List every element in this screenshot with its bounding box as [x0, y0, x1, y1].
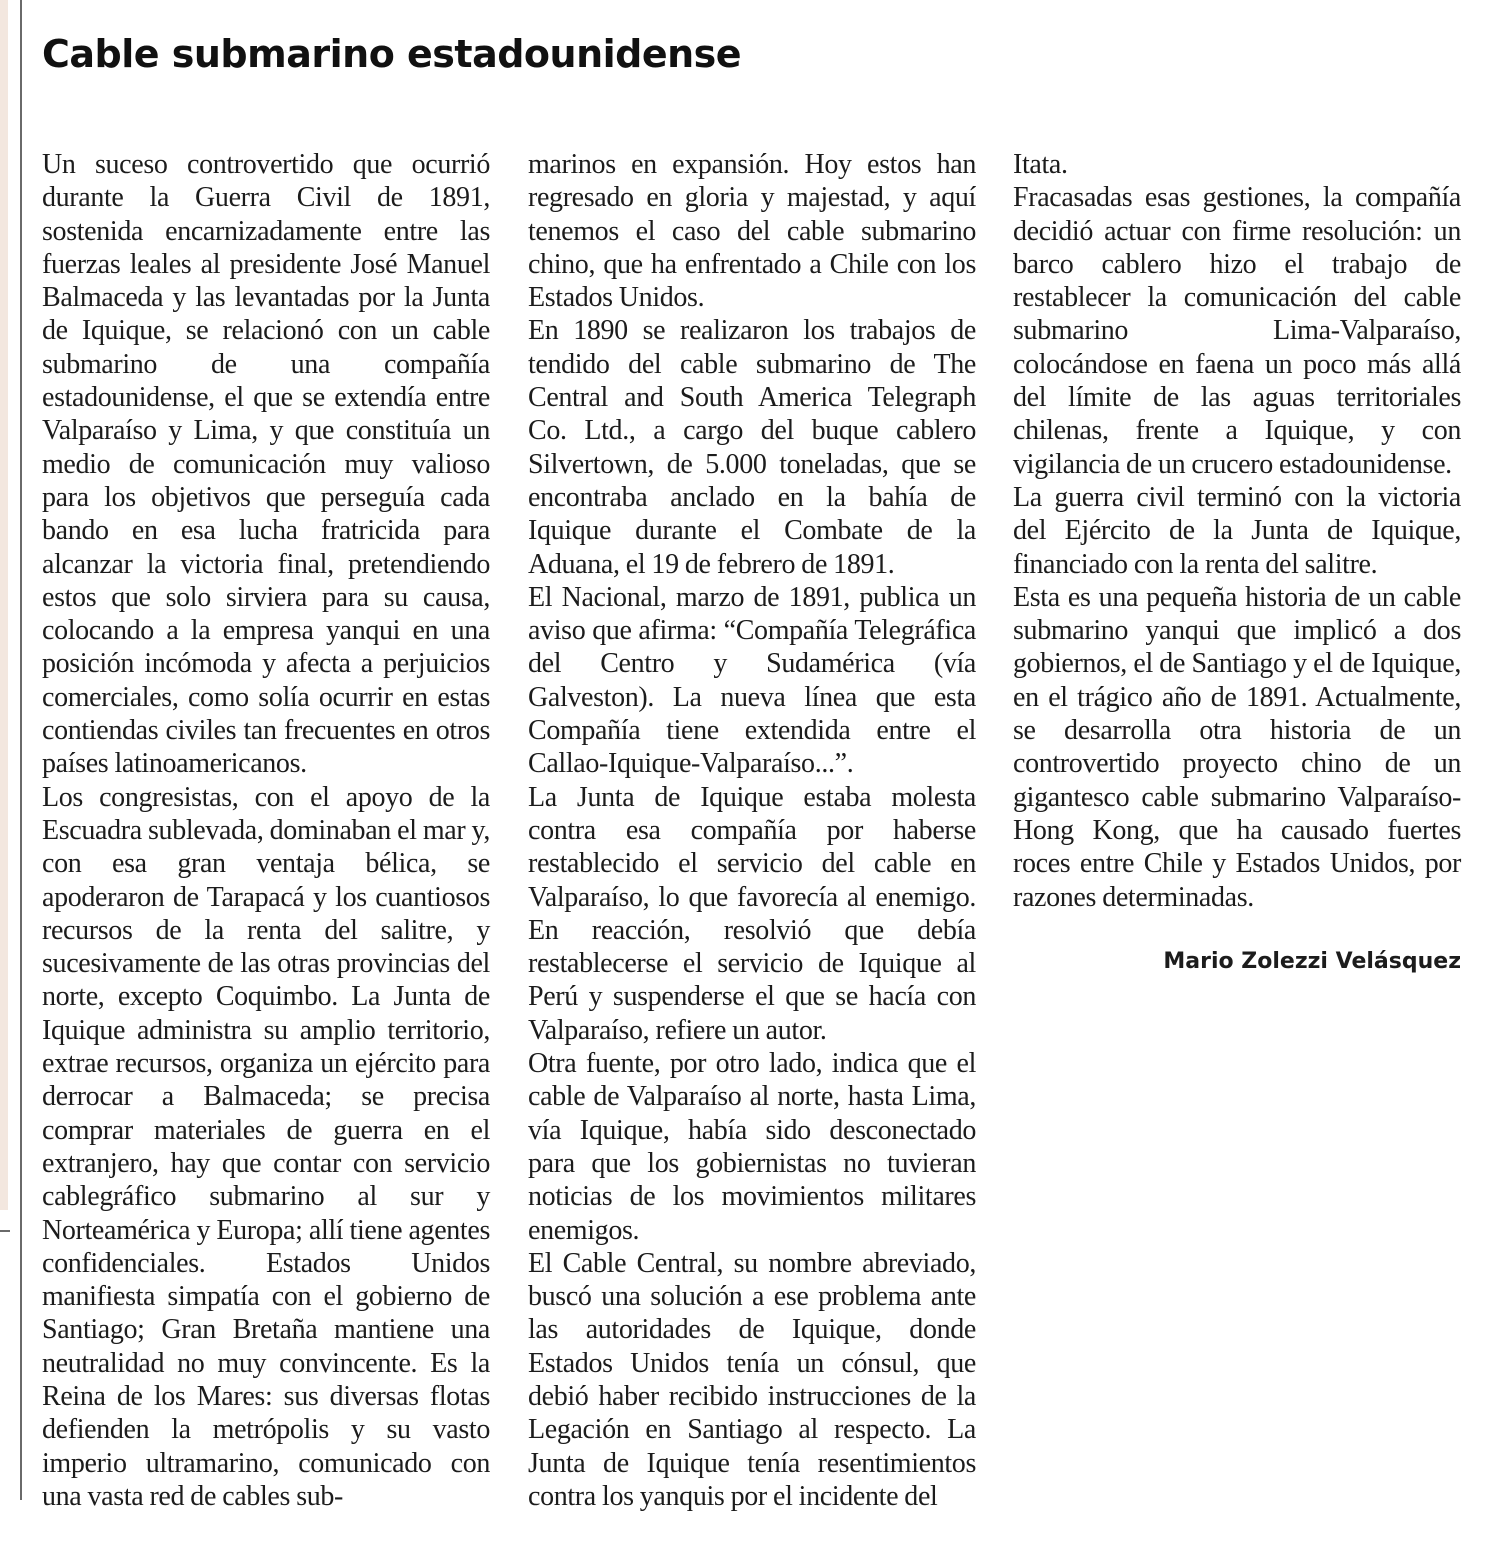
column-rule	[20, 0, 22, 1500]
paragraph: Un suceso controvertido que ocurrió durante la Guerra Civil de 1891, sostenida encarnizadamente entre las fuerzas leales al presidente José Manuel Balmaceda y las levantadas por la Junta de Iquique, se relacionó con un cable submarino de una compañía estadounidense, el que se extendía entre Valparaíso y Lima, y que constituía un medio de comunicación muy valioso para los objetivos que perseguía cada bando en esa lucha fratricida para alcanzar la victoria final, pretendiendo estos que solo sirviera para su causa, colocando a la empresa yanqui en una posición incómoda y afecta a perjuicios comerciales, como solía ocurrir en estas contiendas civiles tan frecuentes en otros países latinoamericanos.	[42, 149, 490, 780]
article-column-3	[1013, 148, 1461, 914]
paragraph: marinos en expansión. Hoy estos han regresado en gloria y majestad, y aquí tenemos el caso del cable submarino chino, que ha enfrentado a Chile con los Estados Unidos.	[528, 149, 976, 314]
paragraph: El Cable Central, su nombre abreviado, buscó una solución a ese problema ante las autoridades de Iquique, donde Estados Unidos tenía un cónsul, que debió haber recibido instrucciones de la Legación en Santiago al respecto. La Junta de Iquique tenía resentimientos contra los yanquis por el incidente del	[528, 1247, 976, 1512]
author-signature: Mario Zolezzi Velásquez	[1163, 949, 1461, 974]
paragraph: Itata.	[1013, 149, 1068, 180]
rule-tick	[0, 1230, 10, 1232]
paragraph: Fracasadas esas gestiones, la compañía decidió actuar con firme resolución: un barco cablero hizo el trabajo de restablecer la comunicación del cable submarino Lima-Valparaíso, colocándose en faena un poco más allá del límite de las aguas territoriales chilenas, frente a Iquique, y con vigilancia de un crucero estadounidense.	[1013, 182, 1461, 480]
paragraph: El Nacional, marzo de 1891, publica un aviso que afirma: “Compañía Telegráfica del Centro y Sudamérica (vía Galveston). La nueva línea que esta Compañía tiene extendida entre el Callao-Iquique-Valparaíso...”.	[528, 581, 976, 780]
paragraph: La Junta de Iquique estaba molesta contra esa compañía por haberse restablecido el servicio del cable en Valparaíso, lo que favorecía al enemigo. En reacción, resolvió que debía restablecerse el servicio de Iquique al Perú y suspenderse el que se hacía con Valparaíso, refiere un autor.	[528, 781, 976, 1046]
paragraph: En 1890 se realizaron los trabajos de tendido del cable submarino de The Central and South America Telegraph Co. Ltd., a cargo del buque cablero Silvertown, de 5.000 toneladas, que se encontraba anclado en la bahía de Iquique durante el Combate de la Aduana, el 19 de febrero de 1891.	[528, 315, 976, 580]
article-column-1	[42, 148, 490, 1513]
paragraph: La guerra civil terminó con la victoria del Ejército de la Junta de Iquique, financiado con la renta del salitre.	[1013, 481, 1461, 580]
article-column-2	[528, 148, 976, 1513]
paragraph: Otra fuente, por otro lado, indica que el cable de Valparaíso al norte, hasta Lima, vía Iquique, había sido desconectado para que los gobiernistas no tuvieran noticias de los movimientos militares enemigos.	[528, 1048, 976, 1246]
paragraph: Los congresistas, con el apoyo de la Escuadra sublevada, dominaban el mar y, con esa gran ventaja bélica, se apoderaron de Tarapacá y los cuantiosos recursos de la renta del salitre, y sucesivamente de las otras provincias del norte, excepto Coquimbo. La Junta de Iquique administra su amplio territorio, extrae recursos, organiza un ejército para derrocar a Balmaceda; se precisa comprar materiales de guerra en el extranjero, hay que contar con servicio cablegráfico submarino al sur y Norteamérica y Europa; allí tiene agentes confidenciales. Estados Unidos manifiesta simpatía con el gobierno de Santiago; Gran Bretaña mantiene una neutralidad no muy convincente. Es la Reina de los Mares: sus diversas flotas defienden la metrópolis y su vasto imperio ultramarino, comunicado con una vasta red de cables sub-	[42, 781, 490, 1512]
article-title: Cable submarino estadounidense	[42, 32, 742, 76]
page-edge	[0, 0, 8, 1210]
paragraph: Esta es una pequeña historia de un cable submarino yanqui que implicó a dos gobiernos, el de Santiago y el de Iquique, en el trágico año de 1891. Actualmente, se desarrolla otra historia de un controvertido proyecto chino de un gigantesco cable submarino Valparaíso-Hong Kong, que ha causado fuertes roces entre Chile y Estados Unidos, por razones determinadas.	[1013, 581, 1461, 913]
